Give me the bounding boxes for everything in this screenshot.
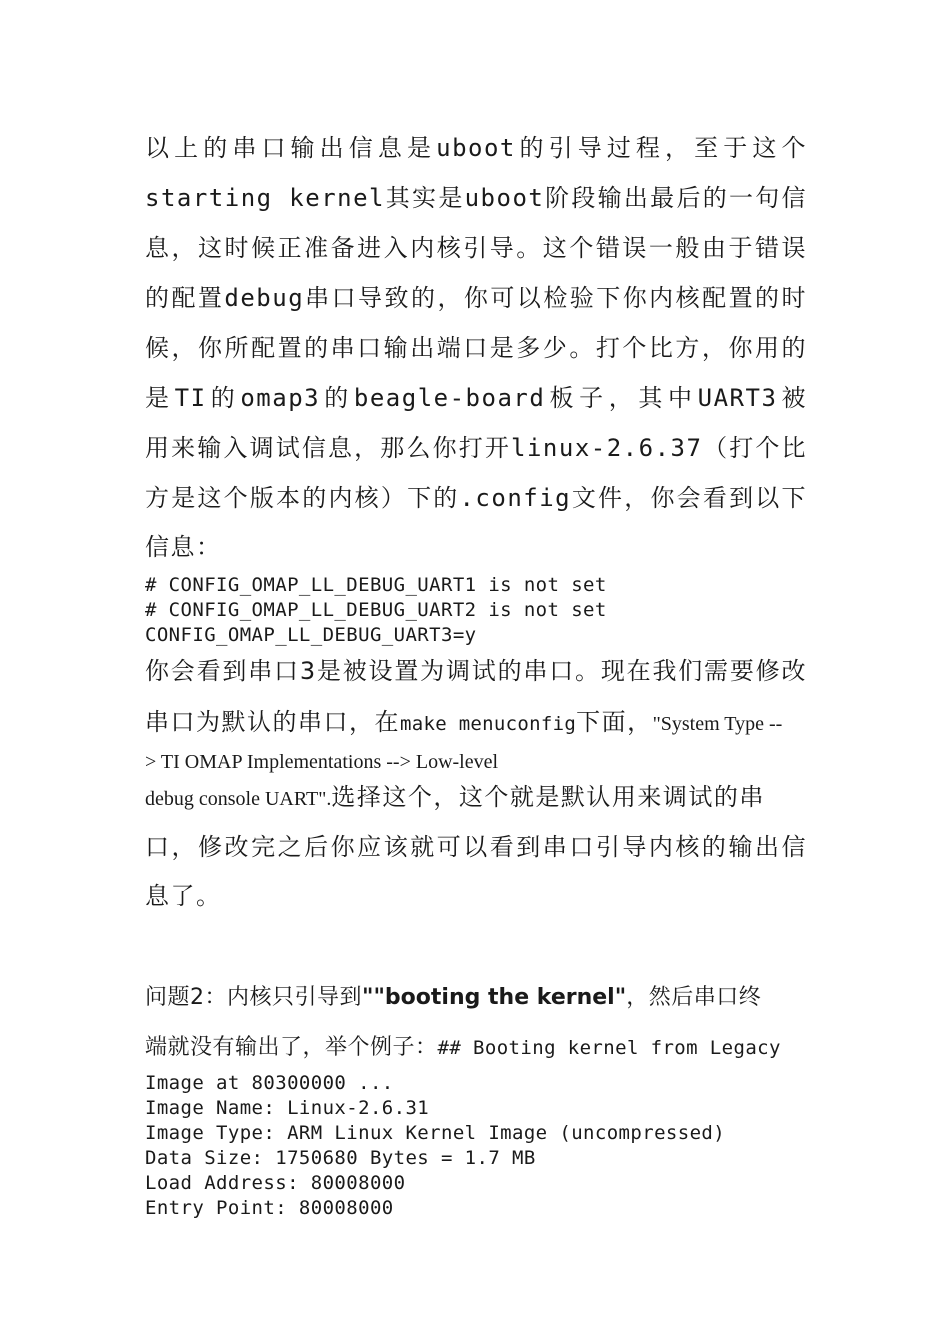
text: 以上的串口输出信息是 bbox=[145, 134, 437, 162]
text: 选择这个，这个就是默认用来调试的串 bbox=[331, 783, 765, 811]
config-line-1: # CONFIG_OMAP_LL_DEBUG_UART1 is not set bbox=[145, 574, 607, 596]
text: 端就没有输出了，举个例子： bbox=[145, 1035, 438, 1060]
menu-path-text: debug console UART". bbox=[145, 788, 332, 810]
text: 是 bbox=[145, 384, 175, 412]
question-2-line-2 bbox=[145, 1034, 781, 1062]
inline-code: uboot bbox=[464, 184, 545, 212]
text: 串口为默认的串口，在 bbox=[145, 708, 400, 736]
text: 问题2：内核只引导到 bbox=[145, 985, 362, 1010]
inline-code: linux-2.6.37 bbox=[511, 434, 703, 462]
text: 阶段输出最后的一句信 bbox=[544, 184, 808, 212]
text: 文件，你会看到以下 bbox=[571, 484, 808, 512]
text: 串口导致的，你可以检验下你内核配置的时 bbox=[304, 284, 808, 312]
paragraph-1-line-6 bbox=[145, 384, 807, 412]
inline-code: TI bbox=[174, 384, 207, 412]
paragraph-1-line-3 bbox=[145, 234, 807, 262]
bold-text: ""booting the kernel" bbox=[362, 985, 627, 1010]
paragraph-1-line-5 bbox=[145, 334, 807, 362]
text: 候，你所配置的串口输出端口是多少。打个比方，你用的 bbox=[145, 334, 807, 362]
paragraph-1-line-7 bbox=[145, 434, 807, 462]
text: 被 bbox=[777, 384, 808, 412]
inline-code: starting kernel bbox=[145, 184, 386, 212]
boot-log-line-4: Data Size: 1750680 Bytes = 1.7 MB bbox=[145, 1147, 536, 1169]
paragraph-1-line-8 bbox=[145, 484, 807, 512]
inline-code: uboot bbox=[436, 134, 516, 162]
paragraph-2-line-5 bbox=[145, 833, 807, 861]
text: 其实是 bbox=[385, 184, 465, 212]
paragraph-2-line-2 bbox=[145, 708, 782, 738]
paragraph-1-line-9 bbox=[145, 533, 222, 561]
text: 你会看到串口3是被设置为调试的串口。现在我们需要修改 bbox=[145, 657, 807, 685]
inline-code: make menuconfig bbox=[400, 713, 577, 735]
boot-log-line-2: Image Name: Linux-2.6.31 bbox=[145, 1097, 430, 1119]
inline-code: UART3 bbox=[697, 384, 778, 412]
paragraph-2-line-4 bbox=[145, 783, 765, 813]
text: 信息： bbox=[145, 533, 222, 561]
config-line-3: CONFIG_OMAP_LL_DEBUG_UART3=y bbox=[145, 624, 477, 646]
text: （打个比 bbox=[702, 434, 808, 462]
config-line-2: # CONFIG_OMAP_LL_DEBUG_UART2 is not set bbox=[145, 599, 607, 621]
text: 用来输入调试信息，那么你打开 bbox=[145, 434, 512, 462]
boot-log-line-3: Image Type: ARM Linux Kernel Image (uncompressed) bbox=[145, 1122, 726, 1144]
paragraph-2-line-1 bbox=[145, 657, 807, 685]
text: 的配置 bbox=[145, 284, 225, 312]
text: 的引导过程，至于这个 bbox=[515, 134, 807, 162]
boot-log-line-6: Entry Point: 80008000 bbox=[145, 1197, 394, 1219]
inline-code: .config bbox=[459, 484, 572, 512]
text: 息了。 bbox=[145, 882, 222, 910]
text: 下面， bbox=[576, 708, 653, 736]
paragraph-1-line-2 bbox=[145, 184, 807, 212]
boot-log-line-5: Load Address: 80008000 bbox=[145, 1172, 406, 1194]
menu-path-text: > TI OMAP Implementations --> Low-level bbox=[145, 751, 499, 773]
paragraph-2-line-6 bbox=[145, 882, 222, 910]
text: 板子，其中 bbox=[545, 384, 698, 412]
boot-log-line-1: Image at 80300000 ... bbox=[145, 1072, 394, 1094]
inline-code: ## Booting kernel from Legacy bbox=[437, 1037, 781, 1059]
text: 口，修改完之后你应该就可以看到串口引导内核的输出信 bbox=[145, 833, 807, 861]
inline-code: debug bbox=[224, 284, 305, 312]
text: 的 bbox=[206, 384, 241, 412]
menu-path-text: "System Type -- bbox=[652, 713, 783, 735]
paragraph-1-line-4 bbox=[145, 284, 807, 312]
paragraph-2-line-3 bbox=[145, 746, 498, 776]
inline-code: omap3 bbox=[240, 384, 321, 412]
text: ，然后串口终 bbox=[626, 985, 762, 1010]
paragraph-1-line-1 bbox=[145, 134, 807, 162]
text: 息，这时候正准备进入内核引导。这个错误一般由于错误 bbox=[145, 234, 807, 262]
inline-code: beagle-board bbox=[353, 384, 546, 412]
text: 方是这个版本的内核）下的 bbox=[145, 484, 460, 512]
question-2-line-1 bbox=[145, 984, 761, 1012]
text: 的 bbox=[320, 384, 354, 412]
